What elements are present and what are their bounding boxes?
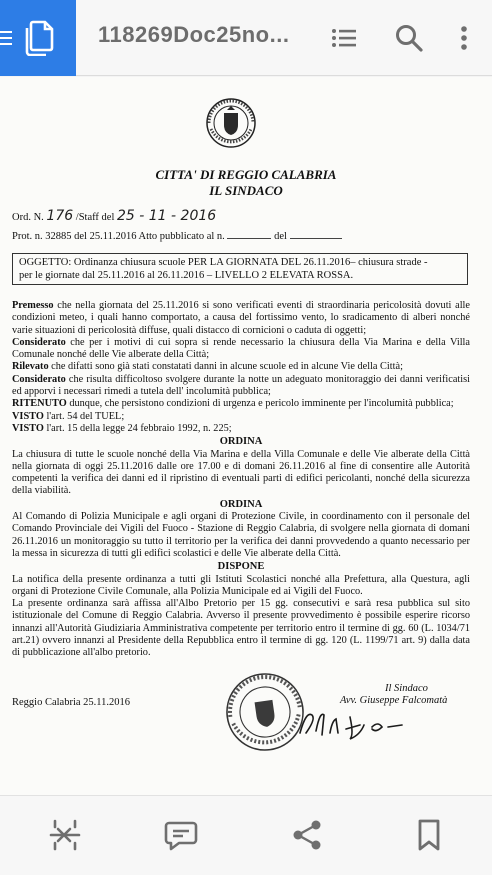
ritenuto-paragraph: RITENUTO dunque, che persistono condizioni di urgenza e pericolo imminente per l'incolumità pubblica; (12, 398, 454, 410)
signer-title: Il Sindaco (385, 683, 428, 694)
handwritten-signature (296, 703, 406, 743)
blank-line (290, 229, 342, 239)
ordinance-number-line (12, 208, 216, 224)
menu-icon (0, 31, 12, 45)
bookmark-icon[interactable] (411, 817, 447, 853)
search-icon[interactable] (393, 22, 425, 54)
del-label: del (274, 231, 287, 242)
blank-line (227, 229, 271, 239)
document-icon (24, 20, 54, 56)
subject-box (12, 253, 468, 285)
ord-label: Ord. N. (12, 212, 44, 223)
subject-line-1: OGGETTO: Ordinanza chiusura scuole PER LA GIORNATA DEL 26.11.2016– chiusura strade - (19, 257, 428, 268)
premesso-paragraph: Premesso che nella giornata del 25.11.2016 si sono verificati eventi di straordinaria pericolosità dovuti alle condizioni meteo, i quali hanno comportato, a causa del fortissimo vento, lo sradicamento di alberi nonché varie situazioni di pericolosità diffuse, quali distacco di cornicioni o caduta di oggetti; (12, 300, 470, 336)
dispone-heading: DISPONE (217, 561, 265, 573)
subject-line-2: per le giornate dal 25.11.2016 al 26.11.2016 – LIVELLO 2 ELEVATA ROSSA. (19, 270, 354, 281)
signer-name: Avv. Giuseppe Falcomatà (340, 695, 448, 706)
rilevato-paragraph: Rilevato che difatti sono già stati constatati danni in alcune scuole ed in alcune Vie della Città; (12, 361, 403, 373)
document-page (0, 77, 492, 795)
office-title: IL SINDACO (209, 183, 283, 198)
ordina-heading: ORDINA (219, 498, 263, 510)
more-vertical-icon[interactable] (448, 22, 480, 54)
dispone-paragraph: La presente ordinanza sarà affissa all'Albo Pretorio per 15 gg. consecutivi e sarà resa pubblica sul sito istituzionale del Comune di Reggio Calabria. Avverso il presente provvedimento è possibile esperire ricorso innanzi all'Autorità Giudiziaria Amministrativa competente per territorio entro il termine di gg. 60 (L. 1034/71 art.21) ovvero innanzi al Presidente della Repubblica entro il termine di gg. 120 (L. 1199/71 art. 9) dalla data di pubblicazione all'albo pretorio. (12, 598, 470, 659)
place-date: Reggio Calabria 25.11.2016 (12, 697, 131, 708)
ord-date: 25 - 11 - 2016 (117, 208, 217, 224)
considerato-paragraph: Considerato che per i motivi di cui sopra si rende necessario la chiusura della Via Marina e della Villa Comunale nonché delle Vie alberate della Città; (12, 336, 470, 361)
staff-label: /Staff del (75, 212, 115, 223)
city-seal-icon (205, 97, 257, 149)
ordina-paragraph: Al Comando di Polizia Municipale e agli organi di Protezione Civile, in coordinamento con il personale del Comando Provinciale dei Vigili del Fuoco - Stazione di Reggio Calabria, di svolgere nella giornata di domani 26.11.2016 un monitoraggio su tutto il territorio per la verifica dei danni provvedendo a quanto necessario per la messa in sicurezza di tutti gli edifici scolastici e delle Vie alberate della Città. (12, 511, 470, 559)
ordina-paragraph: La chiusura di tutte le scuole nonché della Via Marina e della Villa Comunale e delle Vie alberate della Città nella giornata di oggi 25.11.2016 dalle ore 17.00 e di domani 26.11.2016 al fine di consentire alle Autorità competenti la verifica dei danni ed il ripristino di eventuali parti di edifici pericolanti, nonché della sicurezza della viabilità. (12, 448, 470, 497)
ordina-heading: ORDINA (219, 436, 263, 448)
comment-icon[interactable] (163, 817, 199, 853)
visto-paragraph: VISTO l'art. 54 del TUEL; (12, 410, 125, 422)
protocol-text: Prot. n. 32885 del 25.11.2016 Atto pubblicato al n. (12, 231, 225, 242)
document-title: 118269Doc25no... (98, 22, 290, 47)
ordinance-body (12, 300, 470, 660)
visto-paragraph: VISTO l'art. 15 della legge 24 febbraio 1992, n. 225; (12, 422, 232, 434)
share-icon[interactable] (289, 817, 325, 853)
dispone-paragraph: La notifica della presente ordinanza a tutti gli Istituti Scolastici nonché alla Prefettura, alla Questura, agli organi di Protezione Civile Comunale, alla Polizia Municipale ed ai Vigili del Fuoco. (12, 573, 470, 597)
top-app-bar (0, 0, 492, 76)
navigation-drawer-button[interactable] (0, 0, 76, 76)
protocol-line (12, 229, 342, 242)
ord-number: 176 (46, 208, 74, 224)
reader-mode-icon[interactable] (47, 817, 83, 853)
document-viewer[interactable] (0, 77, 492, 795)
considerato-paragraph: Considerato che risulta difficoltoso svolgere durante la notte un adeguato monitoraggio dei danni verificatisi ed apporvi i necessari rimedi a tutela dell' incolumità pubblica; (12, 373, 470, 398)
bottom-toolbar (0, 795, 492, 875)
city-title: CITTA' DI REGGIO CALABRIA (155, 167, 337, 182)
list-icon[interactable] (328, 22, 360, 54)
